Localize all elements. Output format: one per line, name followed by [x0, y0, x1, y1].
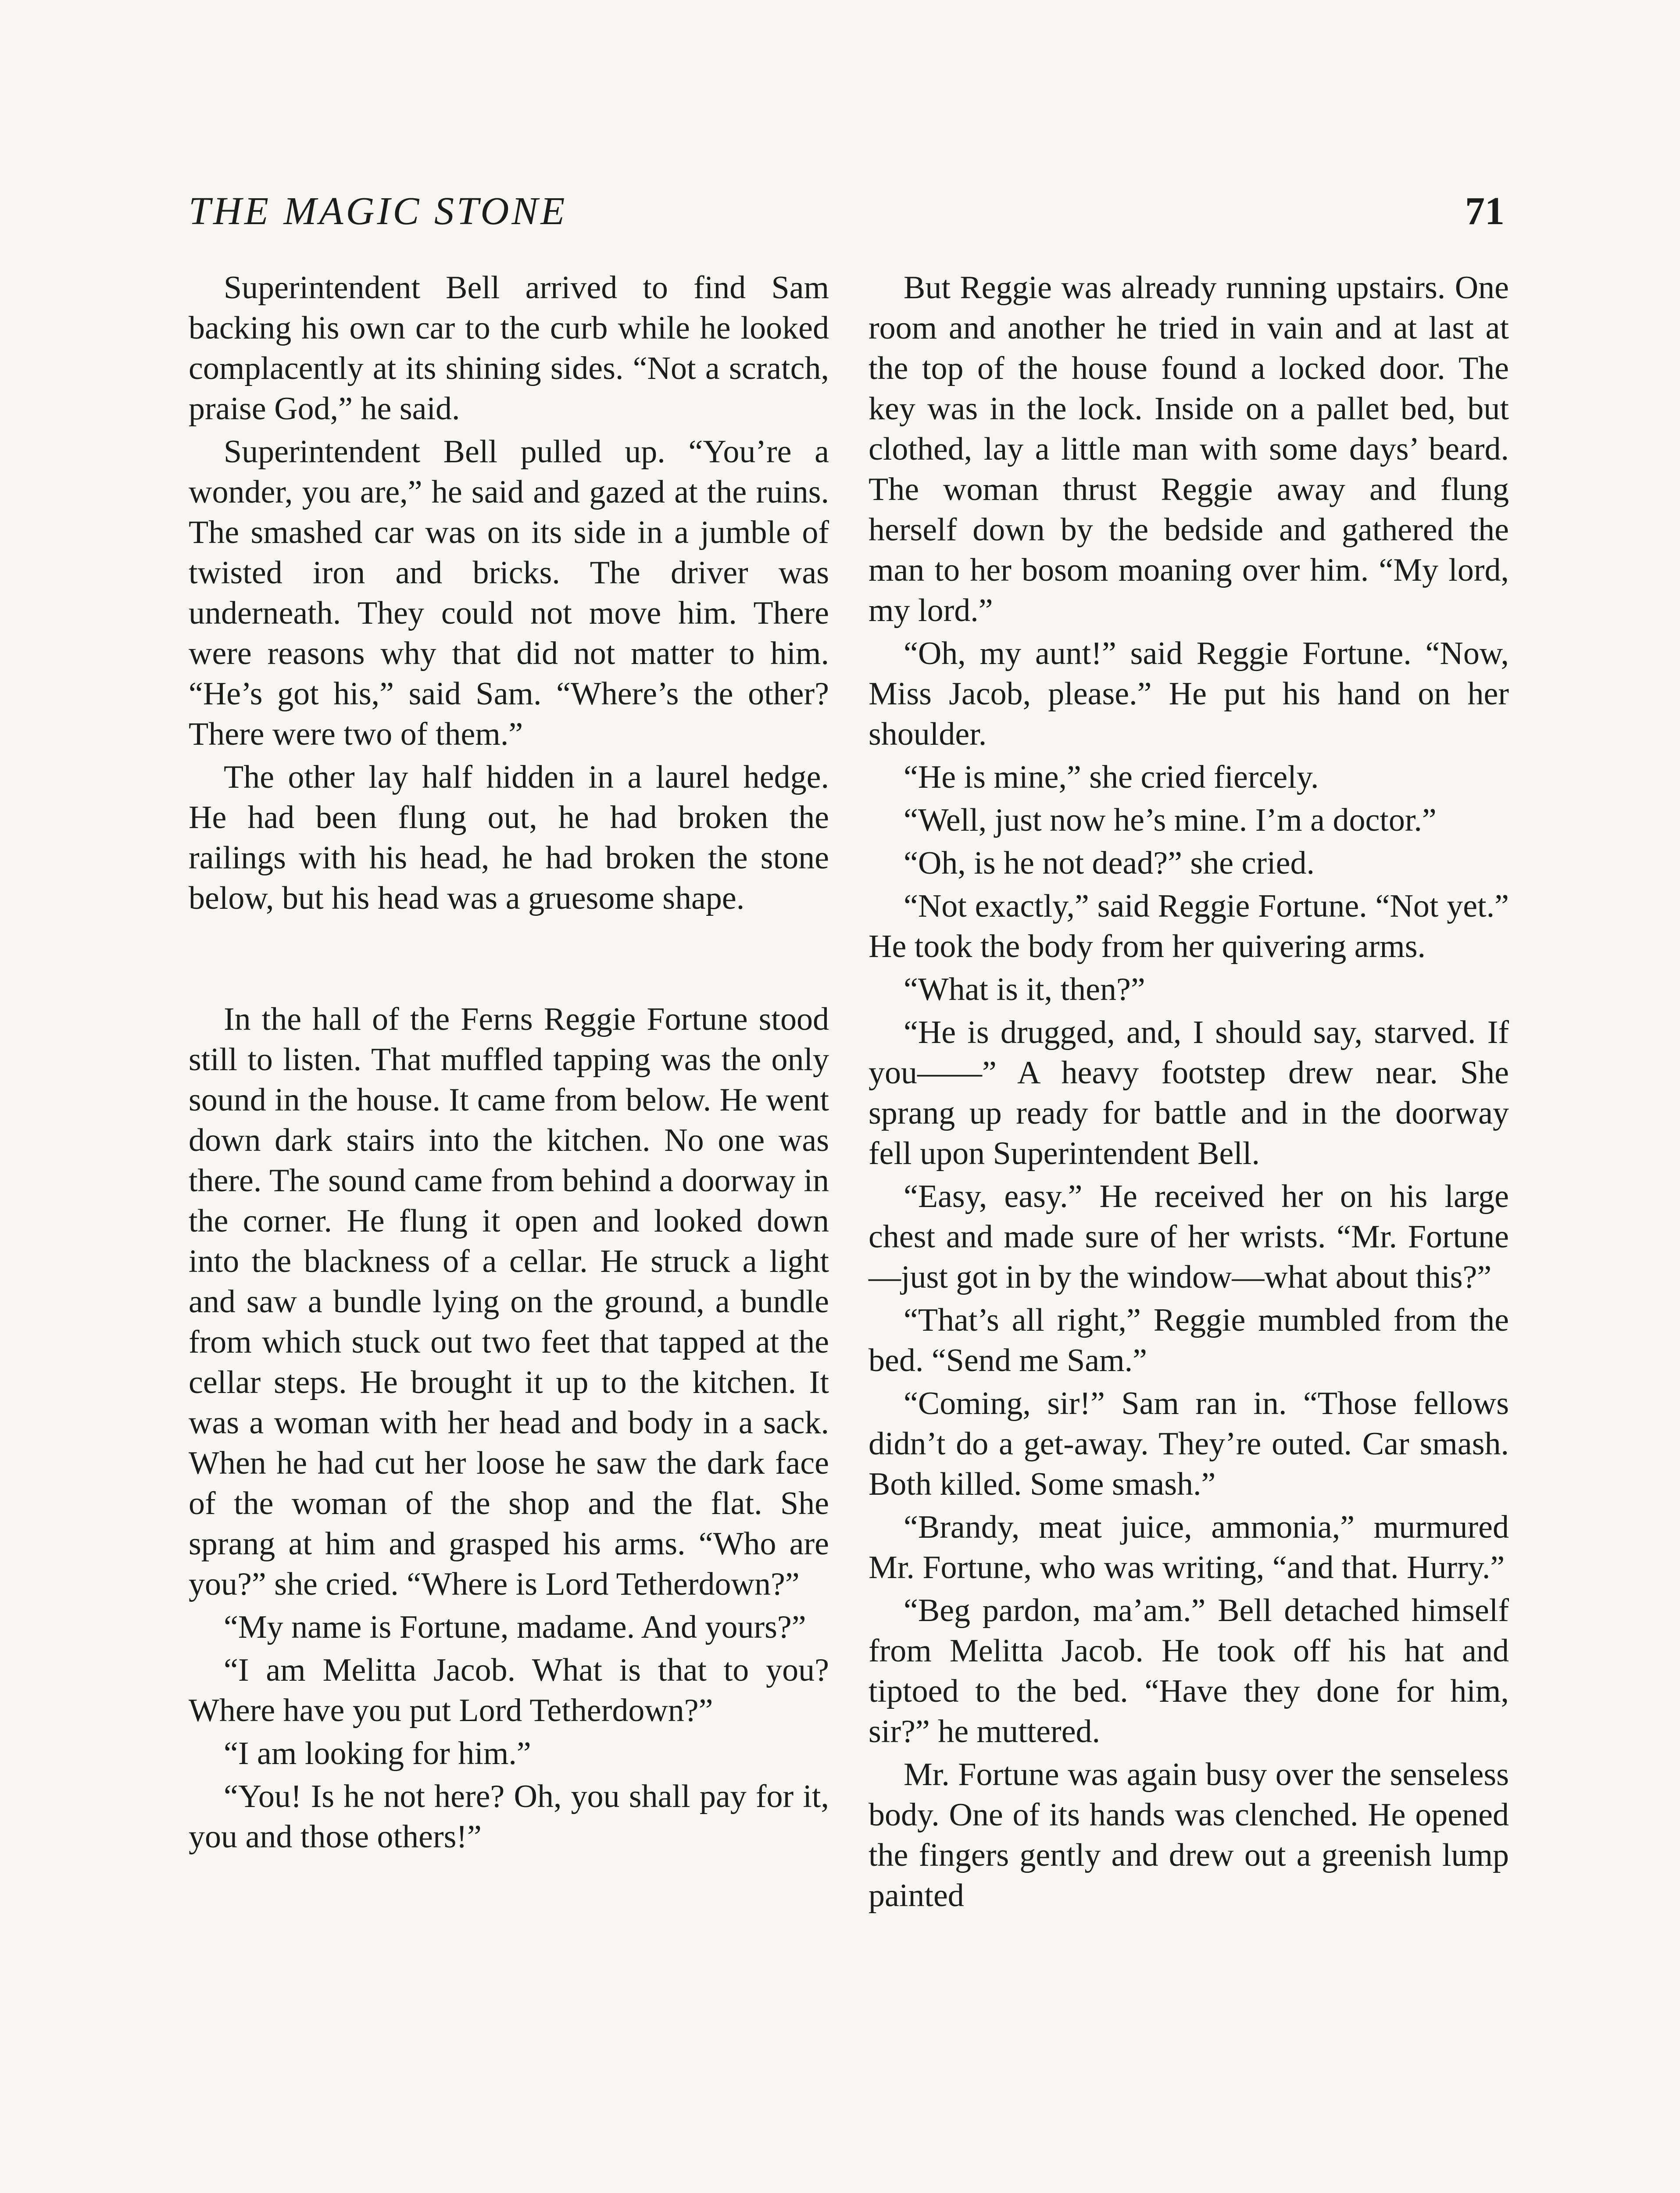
running-title: THE MAGIC STONE [189, 189, 568, 233]
paragraph: “Not exactly,” said Reggie Fortune. “Not yet.” He took the body from her quivering arms. [869, 888, 1509, 964]
page-number: 71 [1465, 189, 1505, 233]
left-text-column [189, 268, 829, 1857]
paragraph: “He is drugged, and, I should say, starved. If you——” A heavy footstep drew near. She sprang up ready for battle and in the doorway fell upon Superintendent Bell. [869, 1014, 1509, 1172]
paragraph: “That’s all right,” Reggie mumbled from the bed. “Send me Sam.” [869, 1302, 1509, 1379]
paragraph: In the hall of the Ferns Reggie Fortune stood still to listen. That muffled tapping was the only sound in the house. It came from below. He went down dark stairs into the kitchen. No one was there. The sound came from behind a doorway in the corner. He flung it open and looked down into the blackness of a cellar. He struck a light and saw a bundle lying on the ground, a bundle from which stuck out two feet that tapped at the cellar steps. He brought it up to the kitchen. It was a woman with her head and body in a sack. When he had cut her loose he saw the dark face of the woman of the shop and the flat. She sprang at him and grasped his arms. “Who are you?” she cried. “Where is Lord Tetherdown?” [189, 1001, 829, 1602]
paragraph: “Oh, my aunt!” said Reggie Fortune. “Now, Miss Jacob, please.” He put his hand on her shoulder. [869, 636, 1509, 752]
paragraph: But Reggie was already running upstairs. One room and another he tried in vain and at last at the top of the house found a locked door. The key was in the lock. Inside on a pallet bed, but clothed, lay a little man with some days’ beard. The woman thrust Reggie away and flung herself down by the bedside and gathered the man to her bosom moaning over him. “My lord, my lord.” [869, 270, 1509, 629]
paragraph: The other lay half hidden in a laurel hedge. He had been flung out, he had broken the railings with his head, he had broken the stone below, but his head was a gruesome shape. [189, 759, 829, 916]
paragraph: Superintendent Bell arrived to find Sam backing his own car to the curb while he looked complacently at its shining sides. “Not a scratch, praise God,” he said. [189, 270, 829, 427]
paragraph: Mr. Fortune was again busy over the senseless body. One of its hands was clenched. He opened the fingers gently and drew out a greenish lump painted [869, 1757, 1509, 1914]
paragraph: “You! Is he not here? Oh, you shall pay for it, you and those others!” [189, 1779, 829, 1855]
paragraph: “I am Melitta Jacob. What is that to you? Where have you put Lord Tetherdown?” [189, 1652, 829, 1729]
paragraph: “My name is Fortune, madame. And yours?” [224, 1609, 806, 1645]
paragraph: “He is mine,” she cried fiercely. [904, 759, 1319, 795]
paragraph: “I am looking for him.” [224, 1736, 531, 1772]
paragraph: “Easy, easy.” He received her on his large chest and made sure of her wrists. “Mr. Fortune—just got in by the window—what about this?” [869, 1179, 1509, 1295]
running-header [189, 189, 1505, 241]
paragraph: “Beg pardon, ma’am.” Bell detached himself from Melitta Jacob. He took off his hat and tiptoed to the bed. “Have they done for him, sir?” he muttered. [869, 1593, 1509, 1750]
paragraph: Superintendent Bell pulled up. “You’re a wonder, you are,” he said and gazed at the ruins. The smashed car was on its side in a jumble of twisted iron and bricks. The driver was underneath. They could not move him. There were reasons why that did not matter to him. “He’s got his,” said Sam. “Where’s the other? There were two of them.” [189, 434, 829, 752]
paragraph: “Oh, is he not dead?” she cried. [904, 845, 1315, 881]
paragraph: “Well, just now he’s mine. I’m a doctor.” [904, 802, 1437, 838]
paragraph: “Brandy, meat juice, ammonia,” murmured Mr. Fortune, who was writing, “and that. Hurry.” [869, 1509, 1509, 1586]
paragraph: “Coming, sir!” Sam ran in. “Those fellows didn’t do a get-away. They’re outed. Car smash. Both killed. Some smash.” [869, 1386, 1509, 1502]
paragraph: “What is it, then?” [904, 971, 1145, 1007]
right-text-column [869, 268, 1509, 1916]
